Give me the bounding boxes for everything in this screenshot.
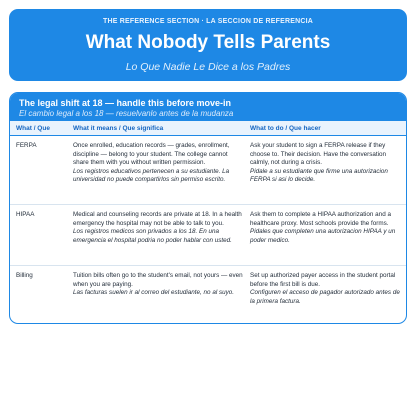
table-row — [10, 205, 406, 266]
action-cell — [250, 211, 402, 245]
column-header-what: What / Que — [16, 125, 50, 132]
card-subtitle: El cambio legal a los 18 — resuelvanlo antes de la mudanza — [19, 109, 234, 118]
action-english: Ask your student to sign a FERPA release if they choose to. Their decision. Have the conversation calmly, not during a crisis. — [250, 142, 387, 167]
meaning-cell — [73, 272, 243, 298]
action-spanish: Configuren el acceso de pagador autorizado antes de la primera factura. — [250, 289, 400, 305]
action-cell — [250, 142, 402, 185]
row-label: FERPA — [16, 142, 37, 149]
card-header — [10, 93, 406, 121]
action-english: Set up authorized payer access in the student portal before the first bill is due. — [250, 272, 396, 288]
column-header-means: What it means / Que significa — [73, 125, 164, 132]
table-row — [10, 266, 406, 322]
action-spanish: Pidale a su estudiante que firme una autorizacion FERPA si asi lo decide. — [250, 167, 388, 184]
section-eyebrow: THE REFERENCE SECTION · LA SECCION DE REFERENCIA — [102, 18, 314, 25]
table-row — [10, 136, 406, 205]
page-header — [9, 9, 407, 81]
card-title: The legal shift at 18 — handle this before move-in — [19, 98, 232, 108]
meaning-spanish: Los registros educativos pertenecen a su estudiante. La universidad no puede compartirlos sin permiso escrito. — [73, 167, 230, 184]
page-subtitle: Lo Que Nadie Le Dice a los Padres — [125, 61, 291, 73]
page-title: What Nobody Tells Parents — [85, 32, 331, 53]
meaning-english: Once enrolled, education records — grades, enrollment, discipline — belong to your student. The college cannot share them with you without written permission. — [73, 142, 230, 167]
row-label: Billing — [16, 272, 33, 279]
table-header — [10, 121, 406, 136]
row-label: HIPAA — [16, 211, 35, 218]
meaning-spanish: Las facturas suelen ir al correo del estudiante, no al suyo. — [73, 289, 235, 297]
action-english: Ask them to complete a HIPAA authorization and a healthcare proxy. Most schools provide the forms. — [250, 211, 391, 227]
action-spanish: Pidales que completen una autorizacion HIPAA y un poder medico. — [250, 228, 396, 244]
meaning-english: Medical and counseling records are private at 18. In a health emergency the hospital may not be able to talk to you. — [73, 211, 242, 227]
column-header-do: What to do / Que hacer — [250, 125, 321, 132]
legal-shift-card — [9, 92, 407, 324]
meaning-cell — [73, 211, 243, 245]
meaning-spanish: Los registros medicos son privados a los 18. En una emergencia el hospital podria no poder hablar con usted. — [73, 228, 232, 244]
action-cell — [250, 272, 402, 306]
meaning-cell — [73, 142, 243, 185]
meaning-english: Tuition bills often go to the student's email, not yours — even when you are paying. — [73, 272, 243, 288]
